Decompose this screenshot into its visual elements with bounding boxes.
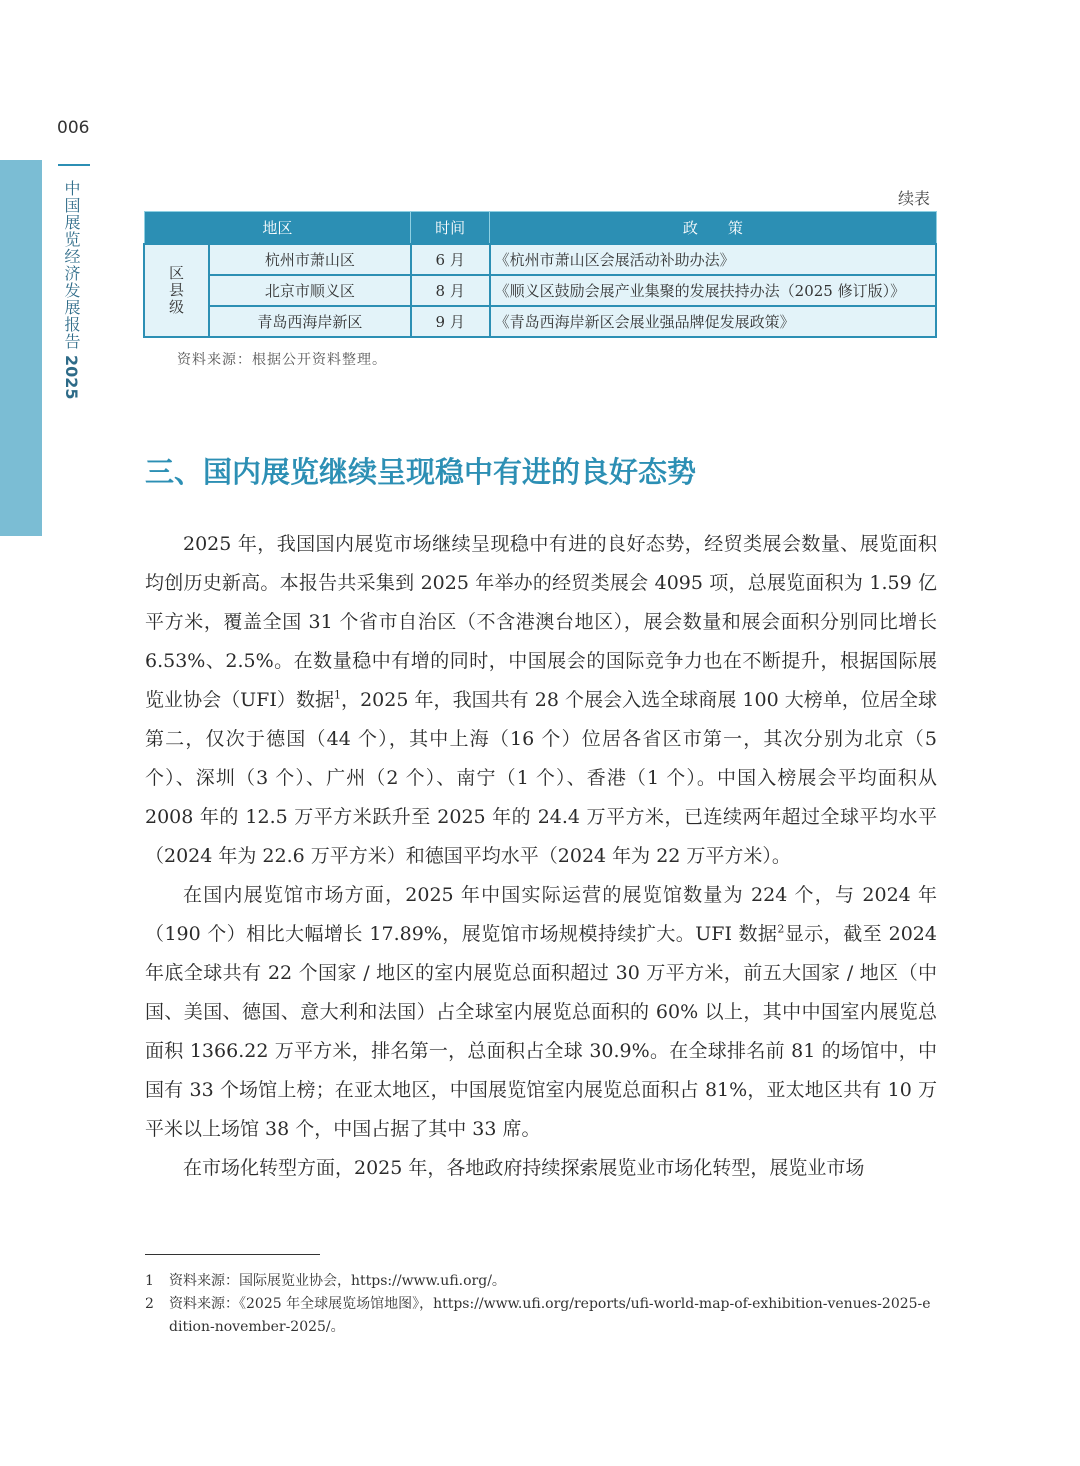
region-cell: 青岛西海岸新区 (209, 306, 411, 337)
table-row (144, 244, 936, 275)
table-row (144, 306, 936, 337)
footnote-text: 资料来源：国际展览业协会，https://www.ufi.org/。 (169, 1273, 506, 1289)
table-continued-label: 续表 (897, 189, 930, 208)
region-cell: 杭州市萧山区 (209, 244, 411, 275)
body-text (145, 525, 937, 1188)
table-source-note: 资料来源：根据公开资料整理。 (177, 352, 387, 368)
section-heading: 三、国内展览继续呈现稳中有进的良好态势 (145, 455, 697, 489)
side-color-band (0, 160, 42, 536)
time-cell: 8 月 (411, 275, 490, 306)
footnote-ref[interactable]: 2 (777, 922, 785, 936)
paragraph-text: 在市场化转型方面，2025 年，各地政府持续探索展览业市场化转型，展览业市场 (183, 1157, 865, 1179)
footnote-divider (145, 1254, 320, 1255)
table-header-row (144, 212, 936, 245)
footnote (145, 1270, 937, 1293)
paragraph (145, 525, 937, 876)
header-region: 地区 (144, 212, 411, 245)
page-number: 006 (57, 118, 90, 138)
header-time: 时间 (411, 212, 490, 245)
footnote-text: 资料来源：《2025 年全球展览场馆地图》，https://www.ufi.org/reports/ufi-world-map-of-exhibition-venues-2025-edition-november-2025/。 (169, 1296, 931, 1335)
header-policy: 政 策 (490, 212, 936, 245)
paragraph (145, 876, 937, 1149)
region-cell: 北京市顺义区 (209, 275, 411, 306)
paragraph-text: ，2025 年，我国共有 28 个展会入选全球商展 100 大榜单，位居全球第二，仅次于德国（44 个），其中上海（16 个）位居各省区市第一，其次分别为北京（5 个）、深圳（3 个）、广州（2 个）、南宁（1 个）、香港（1 个）。中国入榜展会平均面积从 2008 年的 12.5 万平方米跃升至 2025 年的 24.4 万平方米，已连续两年超过全球平均水平（2024 年为 22.6 万平方米）和德国平均水平（2024 年为 22 万平方米）。 (145, 689, 938, 867)
paragraph-text: 在国内展览馆市场方面，2025 年中国实际运营的展览馆数量为 224 个，与 2024 年（190 个）相比大幅增长 17.89%，展览馆市场规模持续扩大。UFI 数据 (145, 884, 937, 945)
policy-cell: 《青岛西海岸新区会展业强品牌促发展政策》 (490, 306, 936, 337)
footnotes (145, 1270, 937, 1339)
level-cell: 区县级 (144, 244, 209, 337)
paragraph (145, 1149, 937, 1188)
policy-table (143, 211, 937, 338)
side-rule (58, 164, 90, 166)
running-title: 中国展览经济发展报告 (62, 180, 81, 350)
time-cell: 9 月 (411, 306, 490, 337)
table-row (144, 275, 936, 306)
policy-cell: 《杭州市萧山区会展活动补助办法》 (490, 244, 936, 275)
paragraph-text: 显示，截至 2024 年底全球共有 22 个国家 / 地区的室内展览总面积超过 30 万平方米，前五大国家 / 地区（中国、美国、德国、意大利和法国）占全球室内展览总面积的 60% 以上，其中中国室内展览总面积 1366.22 万平方米，排名第一，总面积占全球 30.9%。在全球排名前 81 的场馆中，中国有 33 个场馆上榜；在亚太地区，中国展览馆室内展览总面积占 81%，亚太地区共有 10 万平米以上场馆 38 个，中国占据了其中 33 席。 (145, 923, 937, 1140)
policy-cell: 《顺义区鼓励会展产业集聚的发展扶持办法（2025 修订版）》 (490, 275, 936, 306)
running-title-year: 2025 (62, 355, 81, 400)
footnote-number: 1 (145, 1273, 154, 1289)
footnote-ref[interactable]: 1 (334, 688, 342, 702)
time-cell: 6 月 (411, 244, 490, 275)
footnote-number: 2 (145, 1296, 154, 1312)
paragraph-text: 2025 年，我国国内展览市场继续呈现稳中有进的良好态势，经贸类展会数量、展览面积均创历史新高。本报告共采集到 2025 年举办的经贸类展会 4095 项，总展览面积为 1.59 亿平方米，覆盖全国 31 个省市自治区（不含港澳台地区），展会数量和展会面积分别同比增长 6.53%、2.5%。在数量稳中有增的同时，中国展会的国际竞争力也在不断提升，根据国际展览业协会（UFI）数据 (145, 533, 937, 711)
footnote (145, 1293, 937, 1339)
